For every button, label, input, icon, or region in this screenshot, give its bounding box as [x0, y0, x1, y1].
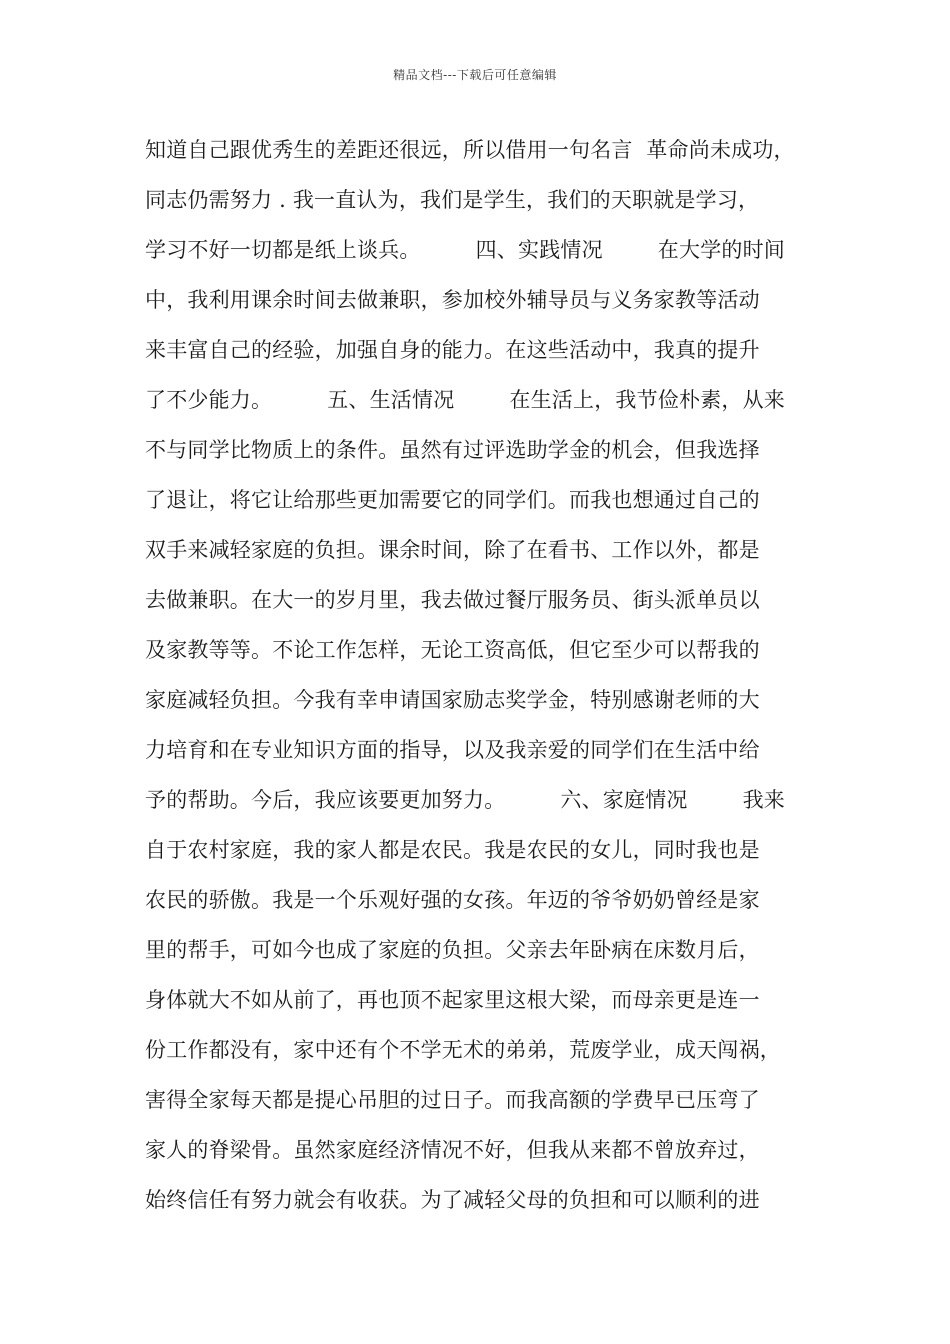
text-line: 去做兼职。在大一的岁月里，我去做过餐厅服务员、街头派单员以 [145, 588, 760, 612]
text-line: 来丰富自己的经验，加强自身的能力。在这些活动中，我真的提升 [145, 338, 760, 362]
text-line: 份工作都没有，家中还有个不学无术的弟弟，荒废学业，成天闯祸， [145, 1038, 781, 1062]
text-line: 身体就大不如从前了，再也顶不起家里这根大梁，而母亲更是连一 [145, 988, 760, 1012]
text-line: 同志仍需努力 . 我一直认为，我们是学生，我们的天职就是学习， [145, 188, 760, 212]
text-line: 知道自己跟优秀生的差距还很远，所以借用一句名言 革命尚未成功， [145, 138, 795, 162]
text-line: 农民的骄傲。我是一个乐观好强的女孩。年迈的爷爷奶奶曾经是家 [145, 888, 760, 912]
text-line: 力培育和在专业知识方面的指导，以及我亲爱的同学们在生活中给 [145, 738, 760, 762]
text-line: 自于农村家庭，我的家人都是农民。我是农民的女儿，同时我也是 [145, 838, 760, 862]
text-line: 中，我利用课余时间去做兼职，参加校外辅导员与义务家教等活动 [145, 288, 760, 312]
text-line: 学习不好一切都是纸上谈兵。 四、实践情况 在大学的时间 [145, 238, 786, 262]
document-body [145, 130, 825, 1230]
text-line: 了退让，将它让给那些更加需要它的同学们。而我也想通过自己的 [145, 488, 760, 512]
text-line: 及家教等等。不论工作怎样，无论工资高低，但它至少可以帮我的 [145, 638, 760, 662]
text-line: 了不少能力。 五、生活情况 在生活上，我节俭朴素，从来 [145, 388, 786, 412]
text-line: 里的帮手，可如今也成了家庭的负担。父亲去年卧病在床数月后， [145, 938, 760, 962]
text-line: 害得全家每天都是提心吊胆的过日子。而我高额的学费早已压弯了 [145, 1088, 760, 1112]
text-line: 予的帮助。今后，我应该要更加努力。 六、家庭情况 我来 [145, 788, 786, 812]
text-line: 始终信任有努力就会有收获。为了减轻父母的负担和可以顺利的进 [145, 1188, 760, 1212]
text-line: 家人的脊梁骨。虽然家庭经济情况不好，但我从来都不曾放弃过， [145, 1138, 760, 1162]
text-line: 家庭减轻负担。今我有幸申请国家励志奖学金，特别感谢老师的大 [145, 688, 760, 712]
page-header: 精品文档---下载后可任意编辑 [393, 68, 557, 82]
text-line: 不与同学比物质上的条件。虽然有过评选助学金的机会，但我选择 [145, 438, 760, 462]
text-line: 双手来减轻家庭的负担。课余时间，除了在看书、工作以外，都是 [145, 538, 760, 562]
